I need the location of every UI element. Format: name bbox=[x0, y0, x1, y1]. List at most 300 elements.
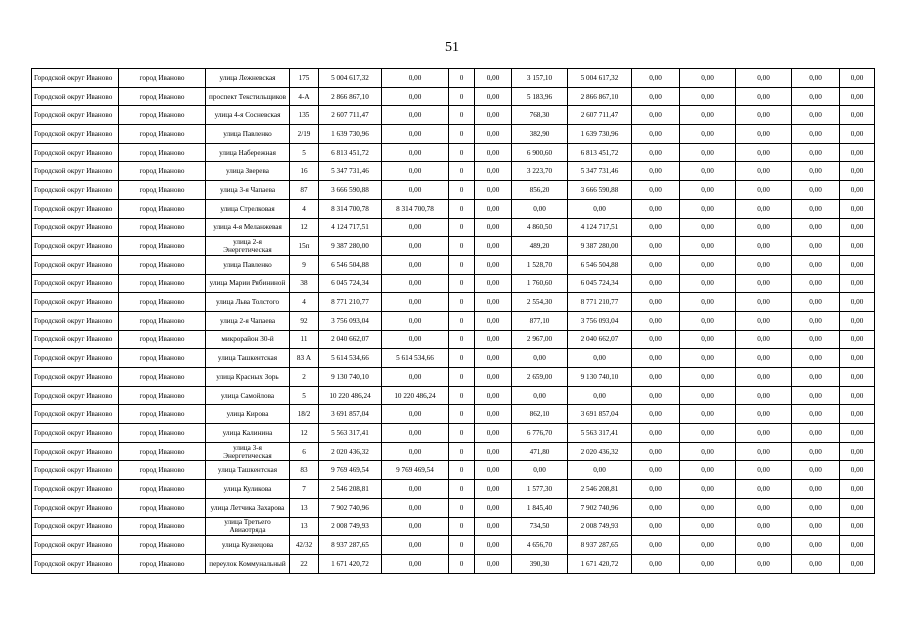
cell-cost-d: 0,00 bbox=[632, 218, 680, 237]
cell-cost-e: 0,00 bbox=[680, 349, 736, 368]
cell-area: 2 554,30 bbox=[512, 293, 568, 312]
cell-cost-b: 0,00 bbox=[475, 255, 512, 274]
cell-cost-e: 0,00 bbox=[680, 69, 736, 88]
cell-cost-a: 5 614 534,66 bbox=[382, 349, 449, 368]
table-row bbox=[32, 106, 875, 125]
cell-municipality: Городской округ Иваново bbox=[32, 69, 119, 88]
cell-cost-h: 0,00 bbox=[840, 199, 875, 218]
cell-house-number: 92 bbox=[290, 311, 319, 330]
table-row bbox=[32, 69, 875, 88]
cell-cost-g: 0,00 bbox=[792, 554, 840, 573]
cell-cost-h: 0,00 bbox=[840, 349, 875, 368]
cell-municipality: Городской округ Иваново bbox=[32, 125, 119, 144]
cell-settlement: город Иваново bbox=[119, 162, 206, 181]
cell-cost-b: 0,00 bbox=[475, 442, 512, 461]
cell-total-cost: 1 639 730,96 bbox=[319, 125, 382, 144]
table-row bbox=[32, 480, 875, 499]
cell-cost-b: 0,00 bbox=[475, 386, 512, 405]
cell-cost-e: 0,00 bbox=[680, 536, 736, 555]
cell-cost-e: 0,00 bbox=[680, 554, 736, 573]
cell-cost-f: 0,00 bbox=[736, 106, 792, 125]
cell-count: 0 bbox=[449, 181, 475, 200]
cell-cost-a: 0,00 bbox=[382, 424, 449, 443]
cell-total-cost: 2 866 867,10 bbox=[319, 87, 382, 106]
cell-settlement: город Иваново bbox=[119, 293, 206, 312]
cell-cost-c: 3 666 590,88 bbox=[568, 181, 632, 200]
cell-count: 0 bbox=[449, 536, 475, 555]
cell-municipality: Городской округ Иваново bbox=[32, 424, 119, 443]
cell-cost-b: 0,00 bbox=[475, 87, 512, 106]
table-row bbox=[32, 162, 875, 181]
cell-municipality: Городской округ Иваново bbox=[32, 461, 119, 480]
cell-cost-c: 5 347 731,46 bbox=[568, 162, 632, 181]
cell-total-cost: 2 546 208,81 bbox=[319, 480, 382, 499]
cell-cost-c: 6 546 504,88 bbox=[568, 255, 632, 274]
cell-count: 0 bbox=[449, 199, 475, 218]
cell-area: 1 845,40 bbox=[512, 498, 568, 517]
cell-area: 2 967,00 bbox=[512, 330, 568, 349]
cell-settlement: город Иваново bbox=[119, 125, 206, 144]
cell-cost-a: 0,00 bbox=[382, 143, 449, 162]
cell-cost-a: 0,00 bbox=[382, 106, 449, 125]
cell-cost-f: 0,00 bbox=[736, 442, 792, 461]
cell-count: 0 bbox=[449, 69, 475, 88]
cell-cost-b: 0,00 bbox=[475, 181, 512, 200]
cell-house-number: 16 bbox=[290, 162, 319, 181]
cell-count: 0 bbox=[449, 255, 475, 274]
cell-house-number: 4 bbox=[290, 293, 319, 312]
cell-cost-g: 0,00 bbox=[792, 368, 840, 387]
cell-cost-b: 0,00 bbox=[475, 330, 512, 349]
cell-settlement: город Иваново bbox=[119, 424, 206, 443]
cell-settlement: город Иваново bbox=[119, 498, 206, 517]
cell-cost-c: 2 020 436,32 bbox=[568, 442, 632, 461]
cell-cost-g: 0,00 bbox=[792, 106, 840, 125]
cell-cost-c: 1 671 420,72 bbox=[568, 554, 632, 573]
cell-cost-g: 0,00 bbox=[792, 349, 840, 368]
cell-cost-h: 0,00 bbox=[840, 69, 875, 88]
cell-cost-a: 0,00 bbox=[382, 218, 449, 237]
cell-street: улица Марии Рябининой bbox=[206, 274, 290, 293]
cell-cost-c: 9 130 740,10 bbox=[568, 368, 632, 387]
cell-area: 489,20 bbox=[512, 237, 568, 256]
cell-street: улица 4-я Меланжевая bbox=[206, 218, 290, 237]
cell-cost-g: 0,00 bbox=[792, 143, 840, 162]
cell-cost-g: 0,00 bbox=[792, 162, 840, 181]
cell-cost-c: 2 008 749,93 bbox=[568, 517, 632, 536]
cell-total-cost: 6 813 451,72 bbox=[319, 143, 382, 162]
cell-municipality: Городской округ Иваново bbox=[32, 517, 119, 536]
cell-house-number: 6 bbox=[290, 442, 319, 461]
cell-total-cost: 8 314 700,78 bbox=[319, 199, 382, 218]
cell-cost-c: 0,00 bbox=[568, 199, 632, 218]
cell-house-number: 2/19 bbox=[290, 125, 319, 144]
cell-cost-e: 0,00 bbox=[680, 517, 736, 536]
cell-street: улица 3-я Чапаева bbox=[206, 181, 290, 200]
cell-cost-f: 0,00 bbox=[736, 218, 792, 237]
cell-cost-g: 0,00 bbox=[792, 87, 840, 106]
cell-cost-e: 0,00 bbox=[680, 311, 736, 330]
cell-settlement: город Иваново bbox=[119, 349, 206, 368]
cell-cost-e: 0,00 bbox=[680, 480, 736, 499]
cell-cost-d: 0,00 bbox=[632, 424, 680, 443]
cell-cost-b: 0,00 bbox=[475, 293, 512, 312]
cell-count: 0 bbox=[449, 461, 475, 480]
cell-cost-b: 0,00 bbox=[475, 162, 512, 181]
cell-count: 0 bbox=[449, 498, 475, 517]
cell-area: 734,50 bbox=[512, 517, 568, 536]
cell-total-cost: 5 563 317,41 bbox=[319, 424, 382, 443]
cell-cost-a: 10 220 486,24 bbox=[382, 386, 449, 405]
cell-cost-a: 0,00 bbox=[382, 442, 449, 461]
cell-street: улица 2-я Чапаева bbox=[206, 311, 290, 330]
cell-settlement: город Иваново bbox=[119, 405, 206, 424]
cell-house-number: 12 bbox=[290, 424, 319, 443]
cell-count: 0 bbox=[449, 87, 475, 106]
cell-total-cost: 2 607 711,47 bbox=[319, 106, 382, 125]
cell-count: 0 bbox=[449, 237, 475, 256]
cell-cost-a: 0,00 bbox=[382, 125, 449, 144]
cell-house-number: 7 bbox=[290, 480, 319, 499]
cell-total-cost: 3 691 857,04 bbox=[319, 405, 382, 424]
cell-house-number: 5 bbox=[290, 143, 319, 162]
cell-cost-b: 0,00 bbox=[475, 349, 512, 368]
cell-area: 2 659,00 bbox=[512, 368, 568, 387]
cell-cost-c: 3 691 857,04 bbox=[568, 405, 632, 424]
cell-house-number: 175 bbox=[290, 69, 319, 88]
cell-cost-g: 0,00 bbox=[792, 536, 840, 555]
table-row bbox=[32, 405, 875, 424]
cell-cost-e: 0,00 bbox=[680, 143, 736, 162]
cell-street: улица 2-я Энергетическая bbox=[206, 237, 290, 256]
cell-area: 0,00 bbox=[512, 386, 568, 405]
cell-cost-e: 0,00 bbox=[680, 498, 736, 517]
cell-area: 6 776,70 bbox=[512, 424, 568, 443]
cell-municipality: Городской округ Иваново bbox=[32, 143, 119, 162]
cell-area: 4 860,50 bbox=[512, 218, 568, 237]
cell-count: 0 bbox=[449, 480, 475, 499]
cell-cost-f: 0,00 bbox=[736, 125, 792, 144]
cell-area: 5 183,96 bbox=[512, 87, 568, 106]
cell-cost-d: 0,00 bbox=[632, 143, 680, 162]
cell-municipality: Городской округ Иваново bbox=[32, 330, 119, 349]
cell-cost-c: 8 937 287,65 bbox=[568, 536, 632, 555]
cell-count: 0 bbox=[449, 517, 475, 536]
cell-municipality: Городской округ Иваново bbox=[32, 162, 119, 181]
cell-cost-f: 0,00 bbox=[736, 480, 792, 499]
cell-cost-a: 0,00 bbox=[382, 368, 449, 387]
cell-area: 862,10 bbox=[512, 405, 568, 424]
cell-cost-h: 0,00 bbox=[840, 181, 875, 200]
cell-count: 0 bbox=[449, 368, 475, 387]
cell-house-number: 5 bbox=[290, 386, 319, 405]
cell-count: 0 bbox=[449, 386, 475, 405]
cell-cost-h: 0,00 bbox=[840, 536, 875, 555]
cell-count: 0 bbox=[449, 311, 475, 330]
cell-cost-e: 0,00 bbox=[680, 405, 736, 424]
cell-cost-g: 0,00 bbox=[792, 255, 840, 274]
cell-municipality: Городской округ Иваново bbox=[32, 199, 119, 218]
cell-cost-e: 0,00 bbox=[680, 87, 736, 106]
cell-cost-d: 0,00 bbox=[632, 498, 680, 517]
cell-area: 382,90 bbox=[512, 125, 568, 144]
cell-street: улица Куликова bbox=[206, 480, 290, 499]
cell-cost-h: 0,00 bbox=[840, 87, 875, 106]
cell-area: 4 656,70 bbox=[512, 536, 568, 555]
cell-cost-c: 2 866 867,10 bbox=[568, 87, 632, 106]
cell-count: 0 bbox=[449, 274, 475, 293]
cell-cost-h: 0,00 bbox=[840, 498, 875, 517]
cell-cost-d: 0,00 bbox=[632, 368, 680, 387]
cell-street: улица Кирова bbox=[206, 405, 290, 424]
cell-cost-f: 0,00 bbox=[736, 143, 792, 162]
cell-cost-b: 0,00 bbox=[475, 199, 512, 218]
cell-cost-c: 1 639 730,96 bbox=[568, 125, 632, 144]
cell-cost-f: 0,00 bbox=[736, 498, 792, 517]
cell-count: 0 bbox=[449, 442, 475, 461]
cell-house-number: 22 bbox=[290, 554, 319, 573]
cell-count: 0 bbox=[449, 405, 475, 424]
cell-cost-g: 0,00 bbox=[792, 69, 840, 88]
cell-settlement: город Иваново bbox=[119, 517, 206, 536]
cell-street: улица Кузнецова bbox=[206, 536, 290, 555]
cell-cost-f: 0,00 bbox=[736, 405, 792, 424]
cell-cost-f: 0,00 bbox=[736, 274, 792, 293]
cell-cost-d: 0,00 bbox=[632, 87, 680, 106]
cell-street: улица Лежневская bbox=[206, 69, 290, 88]
cell-cost-g: 0,00 bbox=[792, 293, 840, 312]
cell-cost-c: 8 771 210,77 bbox=[568, 293, 632, 312]
cell-cost-d: 0,00 bbox=[632, 536, 680, 555]
cell-settlement: город Иваново bbox=[119, 311, 206, 330]
cell-total-cost: 5 347 731,46 bbox=[319, 162, 382, 181]
cell-settlement: город Иваново bbox=[119, 274, 206, 293]
cell-street: улица Ташкентская bbox=[206, 349, 290, 368]
cell-cost-b: 0,00 bbox=[475, 461, 512, 480]
cell-street: улица Ташкентская bbox=[206, 461, 290, 480]
cell-count: 0 bbox=[449, 218, 475, 237]
cell-total-cost: 10 220 486,24 bbox=[319, 386, 382, 405]
cell-street: улица Красных Зорь bbox=[206, 368, 290, 387]
cell-settlement: город Иваново bbox=[119, 218, 206, 237]
cell-cost-f: 0,00 bbox=[736, 255, 792, 274]
cell-cost-e: 0,00 bbox=[680, 106, 736, 125]
cell-cost-f: 0,00 bbox=[736, 368, 792, 387]
cell-cost-h: 0,00 bbox=[840, 293, 875, 312]
cell-cost-f: 0,00 bbox=[736, 311, 792, 330]
cell-house-number: 42/32 bbox=[290, 536, 319, 555]
cell-cost-b: 0,00 bbox=[475, 237, 512, 256]
cell-settlement: город Иваново bbox=[119, 442, 206, 461]
cell-cost-b: 0,00 bbox=[475, 517, 512, 536]
cell-cost-d: 0,00 bbox=[632, 181, 680, 200]
cell-municipality: Городской округ Иваново bbox=[32, 87, 119, 106]
table-row bbox=[32, 517, 875, 536]
cell-house-number: 2 bbox=[290, 368, 319, 387]
cell-municipality: Городской округ Иваново bbox=[32, 106, 119, 125]
cell-cost-h: 0,00 bbox=[840, 106, 875, 125]
cell-municipality: Городской округ Иваново bbox=[32, 405, 119, 424]
cell-settlement: город Иваново bbox=[119, 87, 206, 106]
cell-settlement: город Иваново bbox=[119, 554, 206, 573]
cell-total-cost: 1 671 420,72 bbox=[319, 554, 382, 573]
table-row bbox=[32, 424, 875, 443]
cell-cost-c: 6 813 451,72 bbox=[568, 143, 632, 162]
cell-total-cost: 8 771 210,77 bbox=[319, 293, 382, 312]
cell-cost-h: 0,00 bbox=[840, 162, 875, 181]
table-row bbox=[32, 274, 875, 293]
cell-cost-f: 0,00 bbox=[736, 386, 792, 405]
cell-cost-g: 0,00 bbox=[792, 125, 840, 144]
cell-municipality: Городской округ Иваново bbox=[32, 442, 119, 461]
cell-area: 768,30 bbox=[512, 106, 568, 125]
cell-cost-f: 0,00 bbox=[736, 237, 792, 256]
cell-cost-g: 0,00 bbox=[792, 480, 840, 499]
cell-settlement: город Иваново bbox=[119, 255, 206, 274]
cell-street: улица 4-я Сосневская bbox=[206, 106, 290, 125]
cell-municipality: Городской округ Иваново bbox=[32, 368, 119, 387]
cell-total-cost: 2 040 662,07 bbox=[319, 330, 382, 349]
cell-area: 1 760,60 bbox=[512, 274, 568, 293]
cell-municipality: Городской округ Иваново bbox=[32, 274, 119, 293]
cell-cost-c: 4 124 717,51 bbox=[568, 218, 632, 237]
cell-cost-a: 0,00 bbox=[382, 293, 449, 312]
cell-house-number: 13 bbox=[290, 498, 319, 517]
cell-cost-a: 0,00 bbox=[382, 181, 449, 200]
cell-cost-d: 0,00 bbox=[632, 162, 680, 181]
cell-cost-c: 2 607 711,47 bbox=[568, 106, 632, 125]
cell-street: улица 3-я Энергетическая bbox=[206, 442, 290, 461]
cell-cost-a: 0,00 bbox=[382, 237, 449, 256]
cell-settlement: город Иваново bbox=[119, 386, 206, 405]
cell-cost-e: 0,00 bbox=[680, 386, 736, 405]
cell-total-cost: 2 020 436,32 bbox=[319, 442, 382, 461]
cell-settlement: город Иваново bbox=[119, 480, 206, 499]
cell-municipality: Городской округ Иваново bbox=[32, 554, 119, 573]
cell-house-number: 83 А bbox=[290, 349, 319, 368]
cell-area: 3 223,70 bbox=[512, 162, 568, 181]
cell-cost-e: 0,00 bbox=[680, 461, 736, 480]
table-row bbox=[32, 181, 875, 200]
cell-settlement: город Иваново bbox=[119, 143, 206, 162]
cell-cost-c: 9 387 280,00 bbox=[568, 237, 632, 256]
cell-area: 856,20 bbox=[512, 181, 568, 200]
cell-total-cost: 2 008 749,93 bbox=[319, 517, 382, 536]
cell-cost-h: 0,00 bbox=[840, 330, 875, 349]
cell-municipality: Городской округ Иваново bbox=[32, 349, 119, 368]
table-row bbox=[32, 349, 875, 368]
cell-cost-b: 0,00 bbox=[475, 106, 512, 125]
cell-house-number: 9 bbox=[290, 255, 319, 274]
cell-cost-c: 2 040 662,07 bbox=[568, 330, 632, 349]
cell-street: улица Зверева bbox=[206, 162, 290, 181]
cell-cost-h: 0,00 bbox=[840, 424, 875, 443]
cell-cost-b: 0,00 bbox=[475, 69, 512, 88]
cell-street: улица Павленко bbox=[206, 255, 290, 274]
cell-municipality: Городской округ Иваново bbox=[32, 218, 119, 237]
cell-area: 877,10 bbox=[512, 311, 568, 330]
cell-house-number: 12 bbox=[290, 218, 319, 237]
cell-cost-h: 0,00 bbox=[840, 461, 875, 480]
cell-cost-f: 0,00 bbox=[736, 330, 792, 349]
cell-area: 471,80 bbox=[512, 442, 568, 461]
cell-cost-g: 0,00 bbox=[792, 461, 840, 480]
cell-house-number: 15п bbox=[290, 237, 319, 256]
cell-cost-e: 0,00 bbox=[680, 181, 736, 200]
cell-house-number: 13 bbox=[290, 517, 319, 536]
cell-house-number: 4-А bbox=[290, 87, 319, 106]
cell-cost-g: 0,00 bbox=[792, 181, 840, 200]
table-row bbox=[32, 143, 875, 162]
cell-cost-g: 0,00 bbox=[792, 517, 840, 536]
cell-total-cost: 6 045 724,34 bbox=[319, 274, 382, 293]
cell-total-cost: 5 004 617,32 bbox=[319, 69, 382, 88]
cell-area: 1 528,70 bbox=[512, 255, 568, 274]
cell-total-cost: 6 546 504,88 bbox=[319, 255, 382, 274]
table-row bbox=[32, 255, 875, 274]
cell-total-cost: 4 124 717,51 bbox=[319, 218, 382, 237]
cell-cost-a: 0,00 bbox=[382, 255, 449, 274]
cell-cost-f: 0,00 bbox=[736, 69, 792, 88]
cell-cost-d: 0,00 bbox=[632, 349, 680, 368]
cell-cost-f: 0,00 bbox=[736, 87, 792, 106]
table-row bbox=[32, 330, 875, 349]
cell-municipality: Городской округ Иваново bbox=[32, 237, 119, 256]
cell-cost-a: 0,00 bbox=[382, 162, 449, 181]
cell-area: 3 157,10 bbox=[512, 69, 568, 88]
cell-cost-b: 0,00 bbox=[475, 125, 512, 144]
table-row bbox=[32, 218, 875, 237]
cell-cost-c: 5 004 617,32 bbox=[568, 69, 632, 88]
cell-settlement: город Иваново bbox=[119, 461, 206, 480]
cell-cost-c: 3 756 093,04 bbox=[568, 311, 632, 330]
cell-house-number: 83 bbox=[290, 461, 319, 480]
cell-cost-e: 0,00 bbox=[680, 162, 736, 181]
cell-cost-d: 0,00 bbox=[632, 554, 680, 573]
cell-cost-a: 0,00 bbox=[382, 554, 449, 573]
cell-cost-d: 0,00 bbox=[632, 386, 680, 405]
cell-cost-c: 6 045 724,34 bbox=[568, 274, 632, 293]
cell-municipality: Городской округ Иваново bbox=[32, 311, 119, 330]
cell-cost-d: 0,00 bbox=[632, 125, 680, 144]
cell-cost-h: 0,00 bbox=[840, 274, 875, 293]
cell-cost-b: 0,00 bbox=[475, 311, 512, 330]
cell-cost-b: 0,00 bbox=[475, 274, 512, 293]
cell-cost-h: 0,00 bbox=[840, 125, 875, 144]
cell-cost-b: 0,00 bbox=[475, 554, 512, 573]
cell-cost-f: 0,00 bbox=[736, 461, 792, 480]
cell-street: улица Льва Толстого bbox=[206, 293, 290, 312]
cell-cost-a: 0,00 bbox=[382, 498, 449, 517]
cell-cost-h: 0,00 bbox=[840, 368, 875, 387]
cell-cost-a: 0,00 bbox=[382, 330, 449, 349]
cell-municipality: Городской округ Иваново bbox=[32, 498, 119, 517]
cell-count: 0 bbox=[449, 293, 475, 312]
cell-area: 390,30 bbox=[512, 554, 568, 573]
cell-settlement: город Иваново bbox=[119, 330, 206, 349]
cell-total-cost: 9 387 280,00 bbox=[319, 237, 382, 256]
cell-cost-f: 0,00 bbox=[736, 162, 792, 181]
cell-cost-h: 0,00 bbox=[840, 386, 875, 405]
cell-cost-h: 0,00 bbox=[840, 480, 875, 499]
cell-cost-d: 0,00 bbox=[632, 274, 680, 293]
cell-cost-e: 0,00 bbox=[680, 293, 736, 312]
cell-cost-h: 0,00 bbox=[840, 311, 875, 330]
cell-cost-f: 0,00 bbox=[736, 536, 792, 555]
cell-cost-h: 0,00 bbox=[840, 442, 875, 461]
page-number: 51 bbox=[445, 40, 459, 55]
cell-street: переулок Коммунальный bbox=[206, 554, 290, 573]
